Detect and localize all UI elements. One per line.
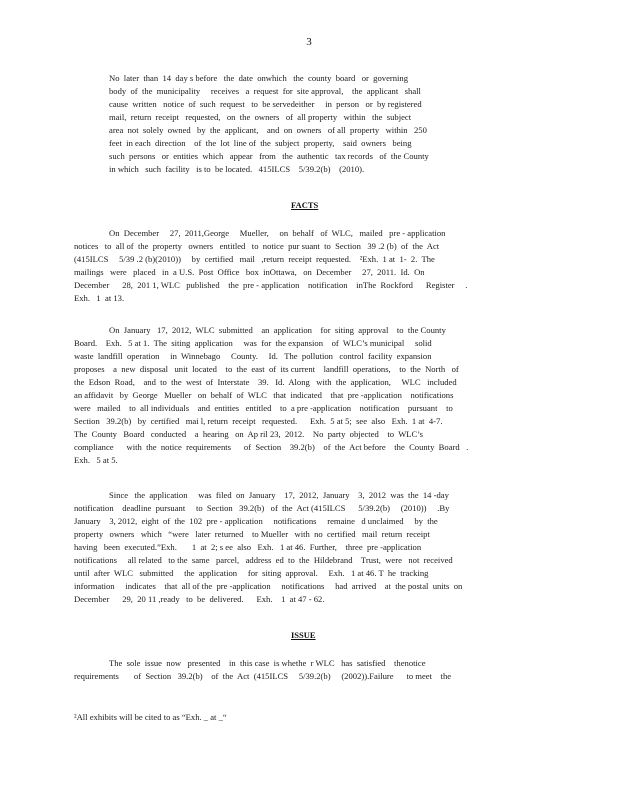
paragraph-line: Board. Exh. 5 at 1. The siting application was for the expansion of WLC’s municipal solid (74, 338, 432, 348)
paragraph-line: property owners which “were later returned to Mueller with no certified mail return receipt (74, 529, 430, 539)
issue-heading: ISSUE (291, 630, 316, 640)
paragraph-line: requirements of Section 39.2(b) of the Act (415ILCS 5/39.2(b) (2002)).Failure to meet the (74, 671, 452, 681)
paragraph-line: December 28, 201 1, WLC published the pre - application notification inThe Rockford Register . (74, 280, 468, 290)
quote-line: mail, return receipt requested, on the owners of all property within the subject (109, 112, 412, 122)
footnote: ²All exhibits will be cited to as “Exh. _ at _“ (74, 712, 227, 722)
paragraph-line: proposes a new disposal unit located to the east of its current landfill operations, to the North of (74, 364, 459, 374)
paragraph-line: information indicates that all of the pre -application notifications had arrived at the postal units on (74, 581, 463, 591)
paragraph-line: December 29, 20 11 ,ready to be delivered. Exh. 1 at 47 - 62. (74, 594, 325, 604)
paragraph-line: Since the application was filed on January 17, 2012, January 3, 2012 was the 14 -day (109, 490, 449, 500)
quote-line: No later than 14 day s before the date onwhich the county board or governing (109, 73, 409, 83)
paragraph-line: The sole issue now presented in this case is whethe r WLC has satisfied thenotice (109, 658, 426, 668)
quote-line: body of the municipality receives a request for site approval, the applicant shall (109, 86, 421, 96)
paragraph-line: waste landfill operation in Winnebago County. Id. The pollution control facility expansion (74, 351, 432, 361)
paragraph-line: having been executed.”Exh. 1 at 2; s ee also Exh. 1 at 46. Further, three pre -application (74, 542, 422, 552)
quote-line: cause written notice of such request to be servedeither in person or by registered (109, 99, 422, 109)
paragraph-line: Section 39.2(b) by certified mai l, return receipt requested. Exh. 5 at 5; see also Exh. 1 at 4-7. (74, 416, 443, 426)
paragraph-line: Exh. 1 at 13. (74, 293, 125, 303)
paragraph-line: compliance with the notice requirements of Section 39.2(b) of the Act before the County Board . (74, 442, 469, 452)
paragraph-line: On December 27, 2011,George Mueller, on behalf of WLC, mailed pre - application (109, 228, 446, 238)
paragraph-line: an affidavit by George Mueller on behalf of WLC that indicated that pre -application notifications (74, 390, 454, 400)
paragraph-line: mailings were placed in a U.S. Post Office box inOttawa, on December 27, 2011. Id. On (74, 267, 425, 277)
paragraph-line: The County Board conducted a hearing on Ap ril 23, 2012. No party objected to WLC’s (74, 429, 424, 439)
paragraph-line: January 3, 2012, eight of the 102 pre - application notifications remaine d unclaimed by the (74, 516, 438, 526)
facts-heading: FACTS (291, 200, 319, 210)
paragraph-line: Exh. 5 at 5. (74, 455, 118, 465)
paragraph-line: notices to all of the property owners entitled to notice pur suant to Section 39 .2 (b) of the Act (74, 241, 440, 251)
paragraph-line: were mailed to all individuals and entities entitled to a pre -application notification pursuant to (74, 403, 453, 413)
quote-line: area not solely owned by the applicant, and on owners of all property within 250 (109, 125, 427, 135)
page-number: 3 (306, 36, 312, 48)
paragraph-line: notifications all related to the same parcel, address ed to the Hildebrand Trust, were not received (74, 555, 453, 565)
quote-line: feet in each direction of the lot line of the subject property, said owners being (109, 138, 412, 148)
quote-line: in which such facility is to be located. 415ILCS 5/39.2(b) (2010). (109, 164, 365, 174)
quote-line: such persons or entities which appear from the authentic tax records of the County (109, 151, 429, 161)
paragraph-line: until after WLC submitted the application for siting approval. Exh. 1 at 46. T he tracking (74, 568, 429, 578)
paragraph-line: notification deadline pursuant to Section 39.2(b) of the Act (415ILCS 5/39.2(b) (2010)) .By (74, 503, 450, 513)
paragraph-line: (415ILCS 5/39 .2 (b)(2010)) by certified mail ,return receipt requested. ²Exh. 1 at 1- 2. The (74, 254, 435, 264)
paragraph-line: the Edson Road, and to the west of Interstate 39. Id. Along with the application, WLC included (74, 377, 457, 387)
paragraph-line: On January 17, 2012, WLC submitted an application for siting approval to the County (109, 325, 446, 335)
